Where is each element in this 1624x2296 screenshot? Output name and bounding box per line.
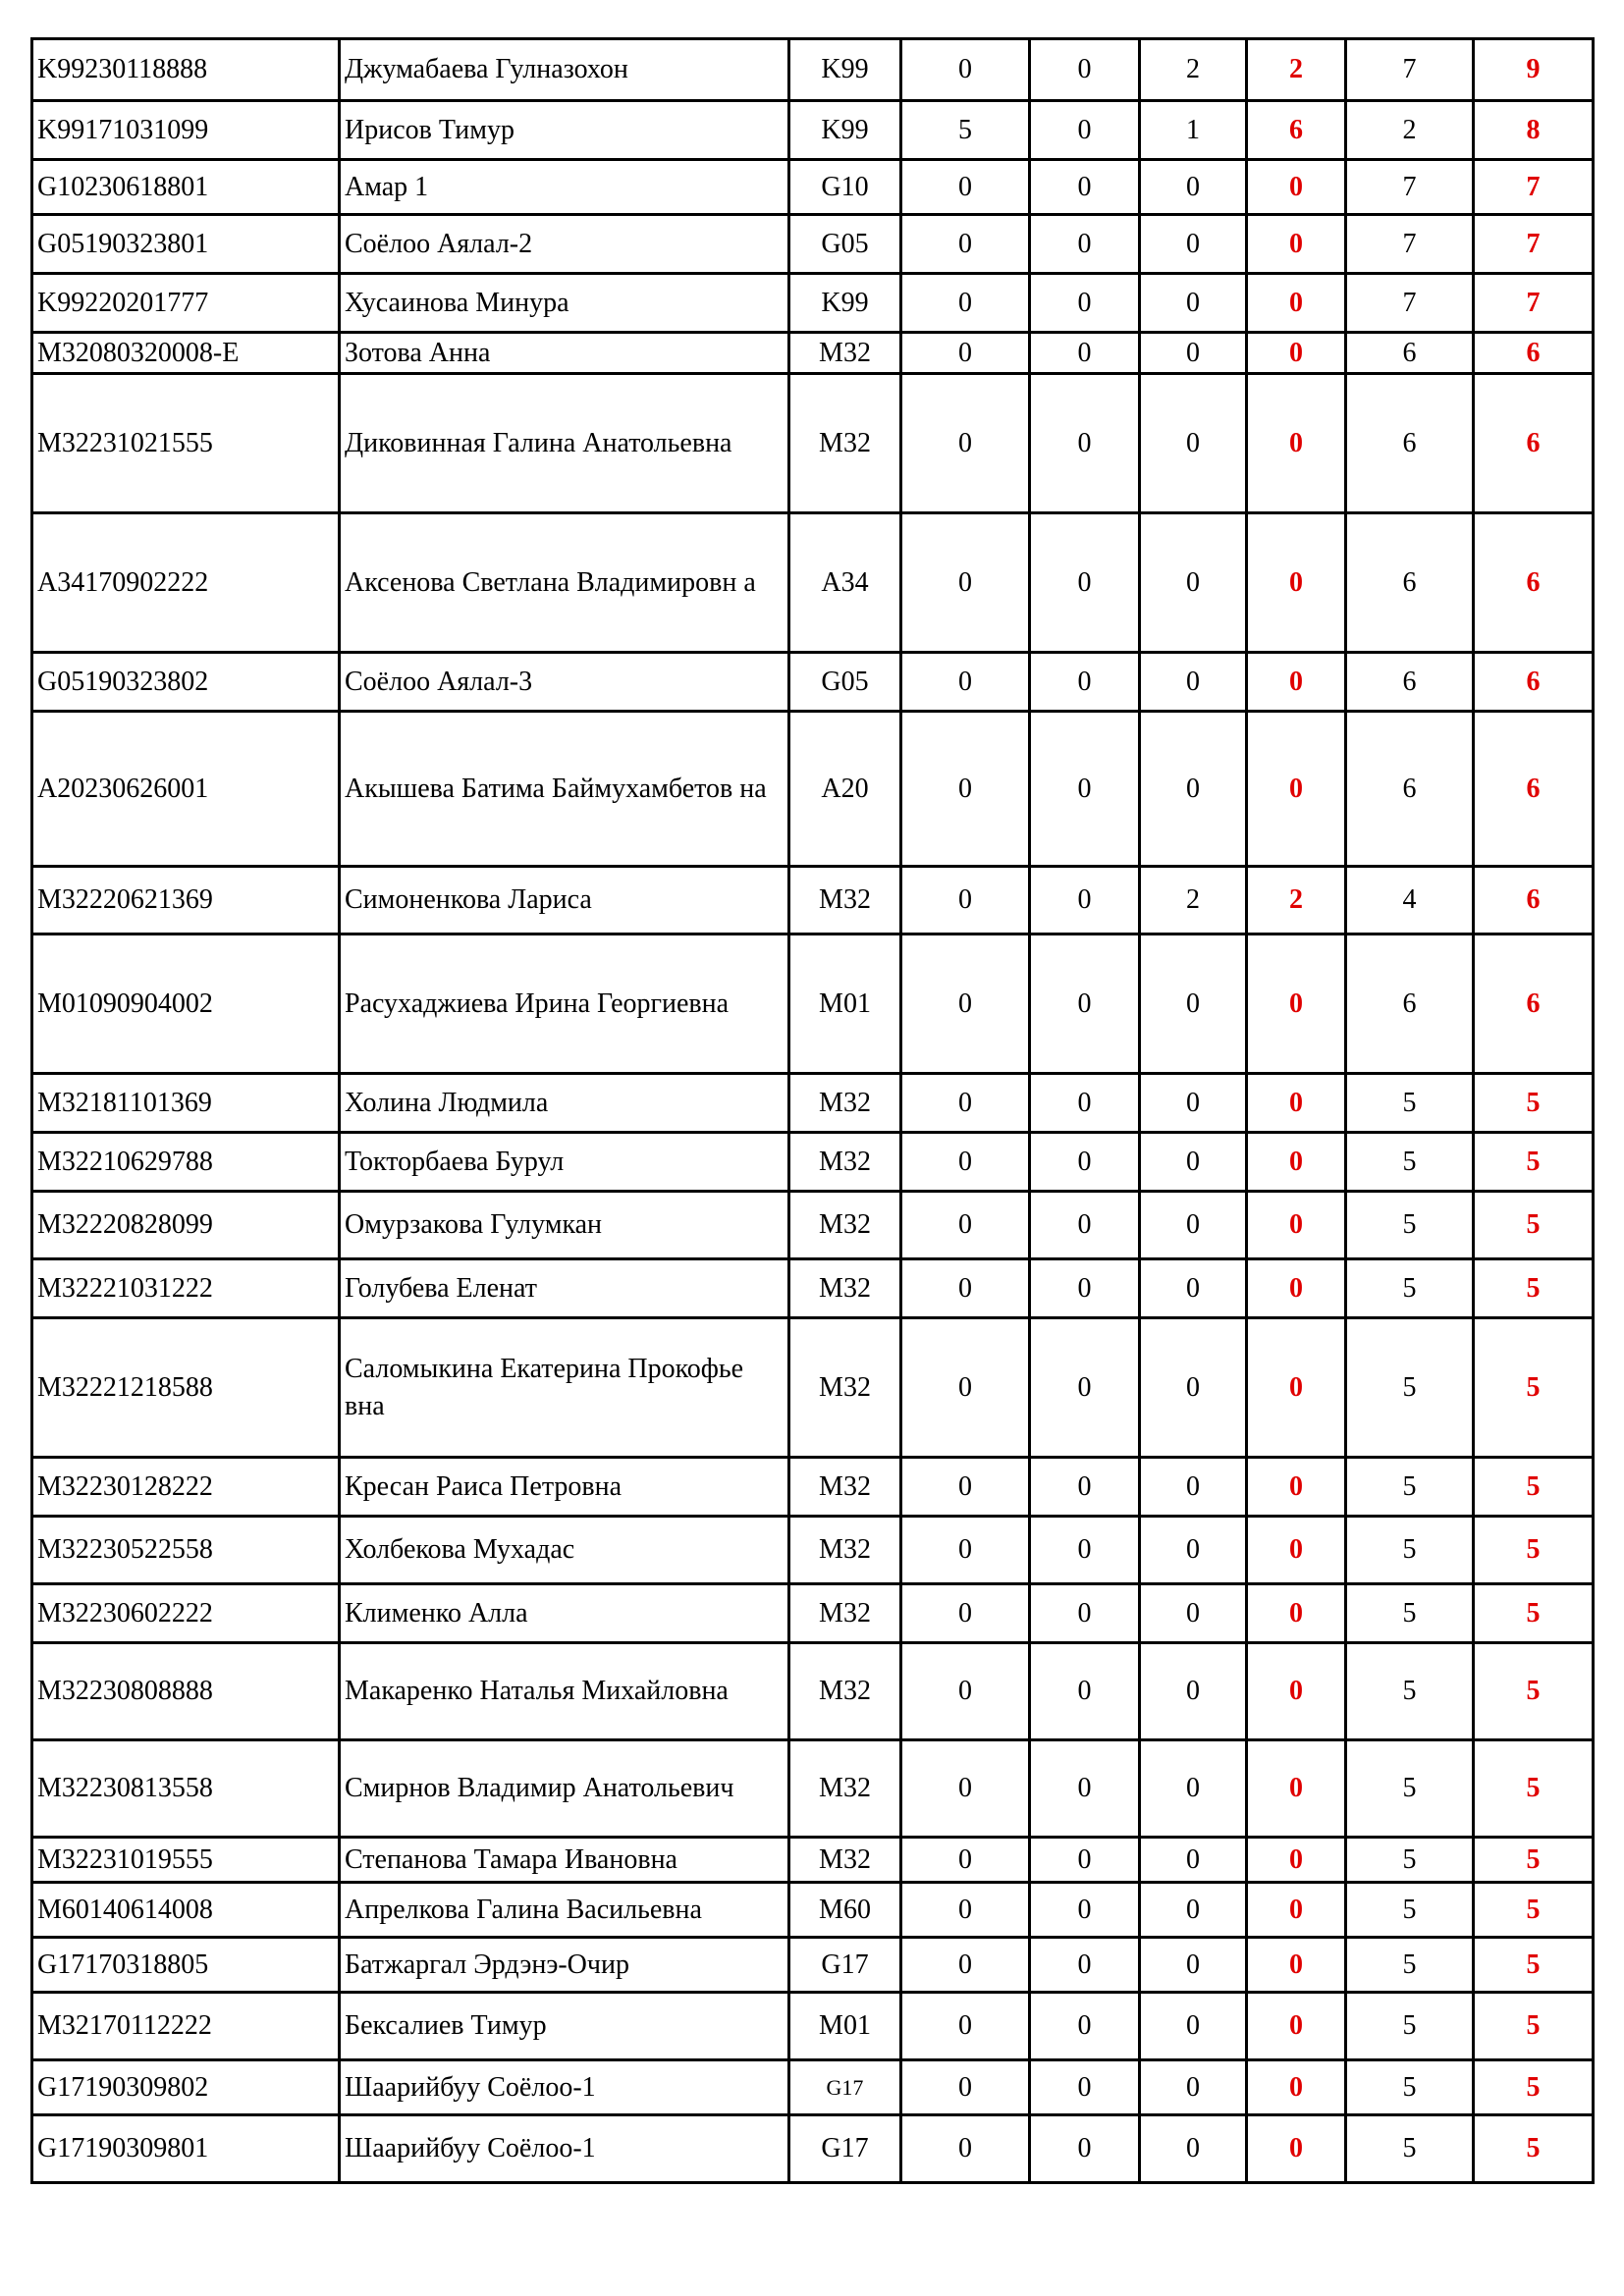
table-row	[32, 215, 1594, 274]
cell-total: 5	[1474, 2115, 1594, 2183]
cell-id: M60140614008	[32, 1883, 340, 1938]
cell-total: 6	[1474, 653, 1594, 712]
cell-code: M60	[789, 1883, 901, 1938]
cell-code: M32	[789, 1643, 901, 1740]
cell-subtotal: 0	[1247, 215, 1346, 274]
cell-value-1: 0	[901, 374, 1030, 513]
cell-value-3: 0	[1140, 1517, 1247, 1584]
cell-total: 5	[1474, 1074, 1594, 1133]
cell-code: M32	[789, 333, 901, 374]
cell-name: Диковинная Галина Анатольевна	[340, 374, 789, 513]
cell-total: 7	[1474, 160, 1594, 215]
cell-value-3: 0	[1140, 1883, 1247, 1938]
cell-value-2: 0	[1030, 2060, 1140, 2115]
cell-name: Токторбаева Бурул	[340, 1133, 789, 1192]
cell-value-4: 4	[1346, 867, 1474, 934]
cell-code: M32	[789, 1838, 901, 1883]
cell-total: 5	[1474, 1740, 1594, 1838]
cell-value-3: 0	[1140, 1318, 1247, 1458]
cell-total: 8	[1474, 101, 1594, 160]
cell-id: M32230128222	[32, 1458, 340, 1517]
cell-total: 6	[1474, 934, 1594, 1074]
cell-value-1: 5	[901, 101, 1030, 160]
cell-name: Омурзакова Гулумкан	[340, 1192, 789, 1259]
cell-value-1: 0	[901, 160, 1030, 215]
table-row	[32, 2115, 1594, 2183]
cell-total: 5	[1474, 1938, 1594, 1993]
cell-value-4: 6	[1346, 374, 1474, 513]
cell-name: Степанова Тамара Ивановна	[340, 1838, 789, 1883]
cell-name: Симоненкова Лариса	[340, 867, 789, 934]
cell-subtotal: 0	[1247, 712, 1346, 867]
table-row	[32, 1938, 1594, 1993]
cell-name: Макаренко Наталья Михайловна	[340, 1643, 789, 1740]
cell-value-3: 0	[1140, 934, 1247, 1074]
table-row	[32, 1838, 1594, 1883]
cell-id: M32080320008-E	[32, 333, 340, 374]
cell-value-4: 5	[1346, 1643, 1474, 1740]
cell-code: M32	[789, 1740, 901, 1838]
cell-value-1: 0	[901, 867, 1030, 934]
table-row	[32, 1318, 1594, 1458]
cell-subtotal: 0	[1247, 1993, 1346, 2060]
cell-id: M32230522558	[32, 1517, 340, 1584]
cell-value-2: 0	[1030, 1133, 1140, 1192]
cell-subtotal: 0	[1247, 1074, 1346, 1133]
cell-subtotal: 0	[1247, 333, 1346, 374]
cell-value-2: 0	[1030, 1458, 1140, 1517]
cell-id: M32231019555	[32, 1838, 340, 1883]
cell-code: M01	[789, 1993, 901, 2060]
cell-code: M32	[789, 1458, 901, 1517]
table-row	[32, 374, 1594, 513]
table-row	[32, 513, 1594, 653]
cell-subtotal: 0	[1247, 653, 1346, 712]
cell-value-4: 5	[1346, 1838, 1474, 1883]
cell-total: 5	[1474, 1838, 1594, 1883]
results-table	[30, 37, 1595, 2184]
cell-name: Акышева Батима Баймухамбетов на	[340, 712, 789, 867]
cell-value-3: 0	[1140, 1133, 1247, 1192]
cell-value-4: 6	[1346, 653, 1474, 712]
cell-code: M32	[789, 1074, 901, 1133]
table-row	[32, 1993, 1594, 2060]
cell-value-3: 0	[1140, 1938, 1247, 1993]
table-row	[32, 867, 1594, 934]
cell-code: G17	[789, 1938, 901, 1993]
cell-value-2: 0	[1030, 274, 1140, 333]
cell-name: Смирнов Владимир Анатольевич	[340, 1740, 789, 1838]
cell-subtotal: 0	[1247, 1643, 1346, 1740]
cell-name: Расухаджиева Ирина Георгиевна	[340, 934, 789, 1074]
cell-id: G17190309802	[32, 2060, 340, 2115]
cell-value-2: 0	[1030, 1883, 1140, 1938]
cell-code: K99	[789, 274, 901, 333]
cell-subtotal: 0	[1247, 1259, 1346, 1318]
cell-value-2: 0	[1030, 1192, 1140, 1259]
cell-value-2: 0	[1030, 1517, 1140, 1584]
cell-name: Апрелкова Галина Васильевна	[340, 1883, 789, 1938]
cell-value-2: 0	[1030, 1074, 1140, 1133]
table-row	[32, 39, 1594, 101]
cell-value-2: 0	[1030, 712, 1140, 867]
cell-value-2: 0	[1030, 374, 1140, 513]
cell-value-1: 0	[901, 1458, 1030, 1517]
cell-total: 7	[1474, 215, 1594, 274]
cell-code: M32	[789, 867, 901, 934]
cell-value-3: 1	[1140, 101, 1247, 160]
cell-value-3: 0	[1140, 1074, 1247, 1133]
cell-id: M32231021555	[32, 374, 340, 513]
cell-total: 5	[1474, 1133, 1594, 1192]
cell-total: 6	[1474, 867, 1594, 934]
cell-id: G05190323802	[32, 653, 340, 712]
cell-value-3: 0	[1140, 1740, 1247, 1838]
cell-value-1: 0	[901, 333, 1030, 374]
cell-id: M32170112222	[32, 1993, 340, 2060]
cell-value-3: 0	[1140, 2115, 1247, 2183]
cell-subtotal: 0	[1247, 2115, 1346, 2183]
cell-value-1: 0	[901, 1838, 1030, 1883]
cell-value-1: 0	[901, 215, 1030, 274]
cell-total: 6	[1474, 513, 1594, 653]
cell-total: 5	[1474, 1643, 1594, 1740]
cell-name: Холбекова Мухадас	[340, 1517, 789, 1584]
table-row	[32, 934, 1594, 1074]
cell-value-4: 2	[1346, 101, 1474, 160]
cell-subtotal: 0	[1247, 1740, 1346, 1838]
cell-value-4: 5	[1346, 2060, 1474, 2115]
cell-value-4: 5	[1346, 1993, 1474, 2060]
cell-value-1: 0	[901, 1259, 1030, 1318]
cell-name: Бексалиев Тимур	[340, 1993, 789, 2060]
cell-value-2: 0	[1030, 1643, 1140, 1740]
table-row	[32, 160, 1594, 215]
cell-value-2: 0	[1030, 1938, 1140, 1993]
cell-id: G17170318805	[32, 1938, 340, 1993]
cell-value-2: 0	[1030, 101, 1140, 160]
table-row	[32, 1584, 1594, 1643]
cell-value-1: 0	[901, 712, 1030, 867]
cell-code: M01	[789, 934, 901, 1074]
cell-code: G10	[789, 160, 901, 215]
cell-value-4: 5	[1346, 1133, 1474, 1192]
cell-total: 5	[1474, 1584, 1594, 1643]
cell-name: Амар 1	[340, 160, 789, 215]
cell-value-2: 0	[1030, 1584, 1140, 1643]
cell-value-1: 0	[901, 1938, 1030, 1993]
cell-value-3: 0	[1140, 2060, 1247, 2115]
cell-code: G17	[789, 2060, 901, 2115]
cell-value-1: 0	[901, 2060, 1030, 2115]
cell-value-4: 6	[1346, 934, 1474, 1074]
cell-value-2: 0	[1030, 160, 1140, 215]
cell-total: 5	[1474, 1259, 1594, 1318]
table-row	[32, 1740, 1594, 1838]
cell-value-3: 2	[1140, 867, 1247, 934]
cell-value-3: 0	[1140, 1259, 1247, 1318]
cell-value-3: 0	[1140, 513, 1247, 653]
cell-value-1: 0	[901, 934, 1030, 1074]
cell-subtotal: 2	[1247, 39, 1346, 101]
cell-value-2: 0	[1030, 1993, 1140, 2060]
cell-value-4: 6	[1346, 333, 1474, 374]
cell-subtotal: 0	[1247, 1584, 1346, 1643]
cell-value-1: 0	[901, 1993, 1030, 2060]
cell-value-4: 7	[1346, 274, 1474, 333]
cell-code: G17	[789, 2115, 901, 2183]
table-row	[32, 333, 1594, 374]
cell-id: G05190323801	[32, 215, 340, 274]
cell-name: Кресан Раиса Петровна	[340, 1458, 789, 1517]
cell-total: 5	[1474, 1318, 1594, 1458]
cell-value-1: 0	[901, 1133, 1030, 1192]
cell-code: M32	[789, 1584, 901, 1643]
table-row	[32, 1259, 1594, 1318]
table-row	[32, 1643, 1594, 1740]
cell-name: Холина Людмила	[340, 1074, 789, 1133]
cell-name: Соёлоо Аялал-3	[340, 653, 789, 712]
table-row	[32, 712, 1594, 867]
cell-value-4: 5	[1346, 2115, 1474, 2183]
table-row	[32, 1883, 1594, 1938]
cell-value-1: 0	[901, 1643, 1030, 1740]
cell-total: 5	[1474, 1993, 1594, 2060]
cell-code: M32	[789, 1192, 901, 1259]
cell-subtotal: 0	[1247, 2060, 1346, 2115]
cell-id: M32230602222	[32, 1584, 340, 1643]
cell-value-2: 0	[1030, 934, 1140, 1074]
cell-value-4: 7	[1346, 39, 1474, 101]
cell-value-3: 0	[1140, 215, 1247, 274]
cell-value-2: 0	[1030, 1318, 1140, 1458]
cell-code: M32	[789, 1133, 901, 1192]
cell-value-1: 0	[901, 1318, 1030, 1458]
cell-value-3: 0	[1140, 1192, 1247, 1259]
cell-name: Батжаргал Эрдэнэ-Очир	[340, 1938, 789, 1993]
cell-subtotal: 0	[1247, 1133, 1346, 1192]
cell-name: Ирисов Тимур	[340, 101, 789, 160]
cell-subtotal: 0	[1247, 1883, 1346, 1938]
cell-code: M32	[789, 1517, 901, 1584]
cell-value-3: 0	[1140, 333, 1247, 374]
cell-subtotal: 0	[1247, 1192, 1346, 1259]
cell-value-4: 5	[1346, 1318, 1474, 1458]
cell-id: K99220201777	[32, 274, 340, 333]
cell-total: 5	[1474, 2060, 1594, 2115]
cell-value-4: 5	[1346, 1740, 1474, 1838]
cell-value-4: 5	[1346, 1259, 1474, 1318]
cell-value-2: 0	[1030, 653, 1140, 712]
cell-id: M01090904002	[32, 934, 340, 1074]
cell-code: A20	[789, 712, 901, 867]
cell-value-4: 5	[1346, 1517, 1474, 1584]
cell-code: M32	[789, 1318, 901, 1458]
table-row	[32, 2060, 1594, 2115]
cell-total: 9	[1474, 39, 1594, 101]
cell-subtotal: 0	[1247, 1458, 1346, 1517]
cell-id: M32210629788	[32, 1133, 340, 1192]
cell-value-3: 0	[1140, 1838, 1247, 1883]
cell-name: Хусаинова Минура	[340, 274, 789, 333]
table-body	[32, 39, 1594, 2183]
cell-id: G17190309801	[32, 2115, 340, 2183]
cell-id: M32220621369	[32, 867, 340, 934]
cell-id: M32181101369	[32, 1074, 340, 1133]
cell-id: M32230808888	[32, 1643, 340, 1740]
cell-value-3: 2	[1140, 39, 1247, 101]
cell-code: G05	[789, 653, 901, 712]
cell-value-3: 0	[1140, 653, 1247, 712]
cell-value-2: 0	[1030, 1838, 1140, 1883]
cell-value-1: 0	[901, 1517, 1030, 1584]
cell-subtotal: 0	[1247, 1938, 1346, 1993]
cell-value-4: 5	[1346, 1883, 1474, 1938]
table-row	[32, 101, 1594, 160]
cell-value-1: 0	[901, 1883, 1030, 1938]
cell-subtotal: 0	[1247, 160, 1346, 215]
table-row	[32, 1517, 1594, 1584]
cell-name: Соёлоо Аялал-2	[340, 215, 789, 274]
cell-id: M32221031222	[32, 1259, 340, 1318]
cell-value-2: 0	[1030, 333, 1140, 374]
table-row	[32, 1074, 1594, 1133]
cell-code: A34	[789, 513, 901, 653]
cell-value-1: 0	[901, 653, 1030, 712]
cell-value-1: 0	[901, 1074, 1030, 1133]
cell-total: 5	[1474, 1517, 1594, 1584]
cell-subtotal: 0	[1247, 1838, 1346, 1883]
cell-id: A34170902222	[32, 513, 340, 653]
cell-id: A20230626001	[32, 712, 340, 867]
table-row	[32, 1133, 1594, 1192]
cell-value-3: 0	[1140, 1643, 1247, 1740]
cell-value-4: 6	[1346, 712, 1474, 867]
cell-id: K99171031099	[32, 101, 340, 160]
cell-value-4: 5	[1346, 1938, 1474, 1993]
cell-subtotal: 0	[1247, 374, 1346, 513]
table-row	[32, 1458, 1594, 1517]
cell-value-2: 0	[1030, 867, 1140, 934]
cell-value-1: 0	[901, 2115, 1030, 2183]
cell-value-4: 5	[1346, 1074, 1474, 1133]
cell-code: M32	[789, 1259, 901, 1318]
cell-total: 6	[1474, 712, 1594, 867]
cell-value-2: 0	[1030, 513, 1140, 653]
cell-value-3: 0	[1140, 1993, 1247, 2060]
cell-subtotal: 0	[1247, 274, 1346, 333]
cell-id: K99230118888	[32, 39, 340, 101]
cell-value-1: 0	[901, 274, 1030, 333]
cell-value-4: 5	[1346, 1192, 1474, 1259]
cell-value-3: 0	[1140, 374, 1247, 513]
cell-name: Саломыкина Екатерина Прокофье вна	[340, 1318, 789, 1458]
cell-value-4: 7	[1346, 160, 1474, 215]
cell-name: Шаарийбуу Соёлоо-1	[340, 2115, 789, 2183]
cell-id: M32230813558	[32, 1740, 340, 1838]
cell-total: 5	[1474, 1458, 1594, 1517]
cell-name: Клименко Алла	[340, 1584, 789, 1643]
cell-subtotal: 0	[1247, 1517, 1346, 1584]
cell-total: 7	[1474, 274, 1594, 333]
table-row	[32, 653, 1594, 712]
cell-value-1: 0	[901, 513, 1030, 653]
cell-value-1: 0	[901, 1740, 1030, 1838]
cell-total: 6	[1474, 333, 1594, 374]
cell-subtotal: 2	[1247, 867, 1346, 934]
cell-code: M32	[789, 374, 901, 513]
cell-value-4: 5	[1346, 1584, 1474, 1643]
table-row	[32, 274, 1594, 333]
cell-value-3: 0	[1140, 1458, 1247, 1517]
cell-id: M32220828099	[32, 1192, 340, 1259]
cell-value-2: 0	[1030, 39, 1140, 101]
cell-total: 6	[1474, 374, 1594, 513]
cell-value-3: 0	[1140, 1584, 1247, 1643]
cell-subtotal: 0	[1247, 513, 1346, 653]
cell-code: G05	[789, 215, 901, 274]
cell-code: K99	[789, 101, 901, 160]
cell-value-3: 0	[1140, 160, 1247, 215]
cell-name: Голубева Еленат	[340, 1259, 789, 1318]
cell-value-4: 6	[1346, 513, 1474, 653]
cell-value-1: 0	[901, 1584, 1030, 1643]
cell-value-2: 0	[1030, 2115, 1140, 2183]
cell-value-2: 0	[1030, 1740, 1140, 1838]
cell-value-2: 0	[1030, 215, 1140, 274]
cell-total: 5	[1474, 1192, 1594, 1259]
cell-id: M32221218588	[32, 1318, 340, 1458]
cell-value-3: 0	[1140, 274, 1247, 333]
cell-value-4: 7	[1346, 215, 1474, 274]
cell-value-3: 0	[1140, 712, 1247, 867]
cell-total: 5	[1474, 1883, 1594, 1938]
cell-value-1: 0	[901, 1192, 1030, 1259]
cell-id: G10230618801	[32, 160, 340, 215]
cell-name: Аксенова Светлана Владимировн а	[340, 513, 789, 653]
cell-name: Джумабаева Гулназохон	[340, 39, 789, 101]
cell-subtotal: 0	[1247, 934, 1346, 1074]
cell-value-4: 5	[1346, 1458, 1474, 1517]
cell-subtotal: 0	[1247, 1318, 1346, 1458]
cell-subtotal: 6	[1247, 101, 1346, 160]
cell-value-2: 0	[1030, 1259, 1140, 1318]
cell-name: Зотова Анна	[340, 333, 789, 374]
cell-name: Шаарийбуу Соёлоо-1	[340, 2060, 789, 2115]
table-row	[32, 1192, 1594, 1259]
cell-code: K99	[789, 39, 901, 101]
cell-value-1: 0	[901, 39, 1030, 101]
